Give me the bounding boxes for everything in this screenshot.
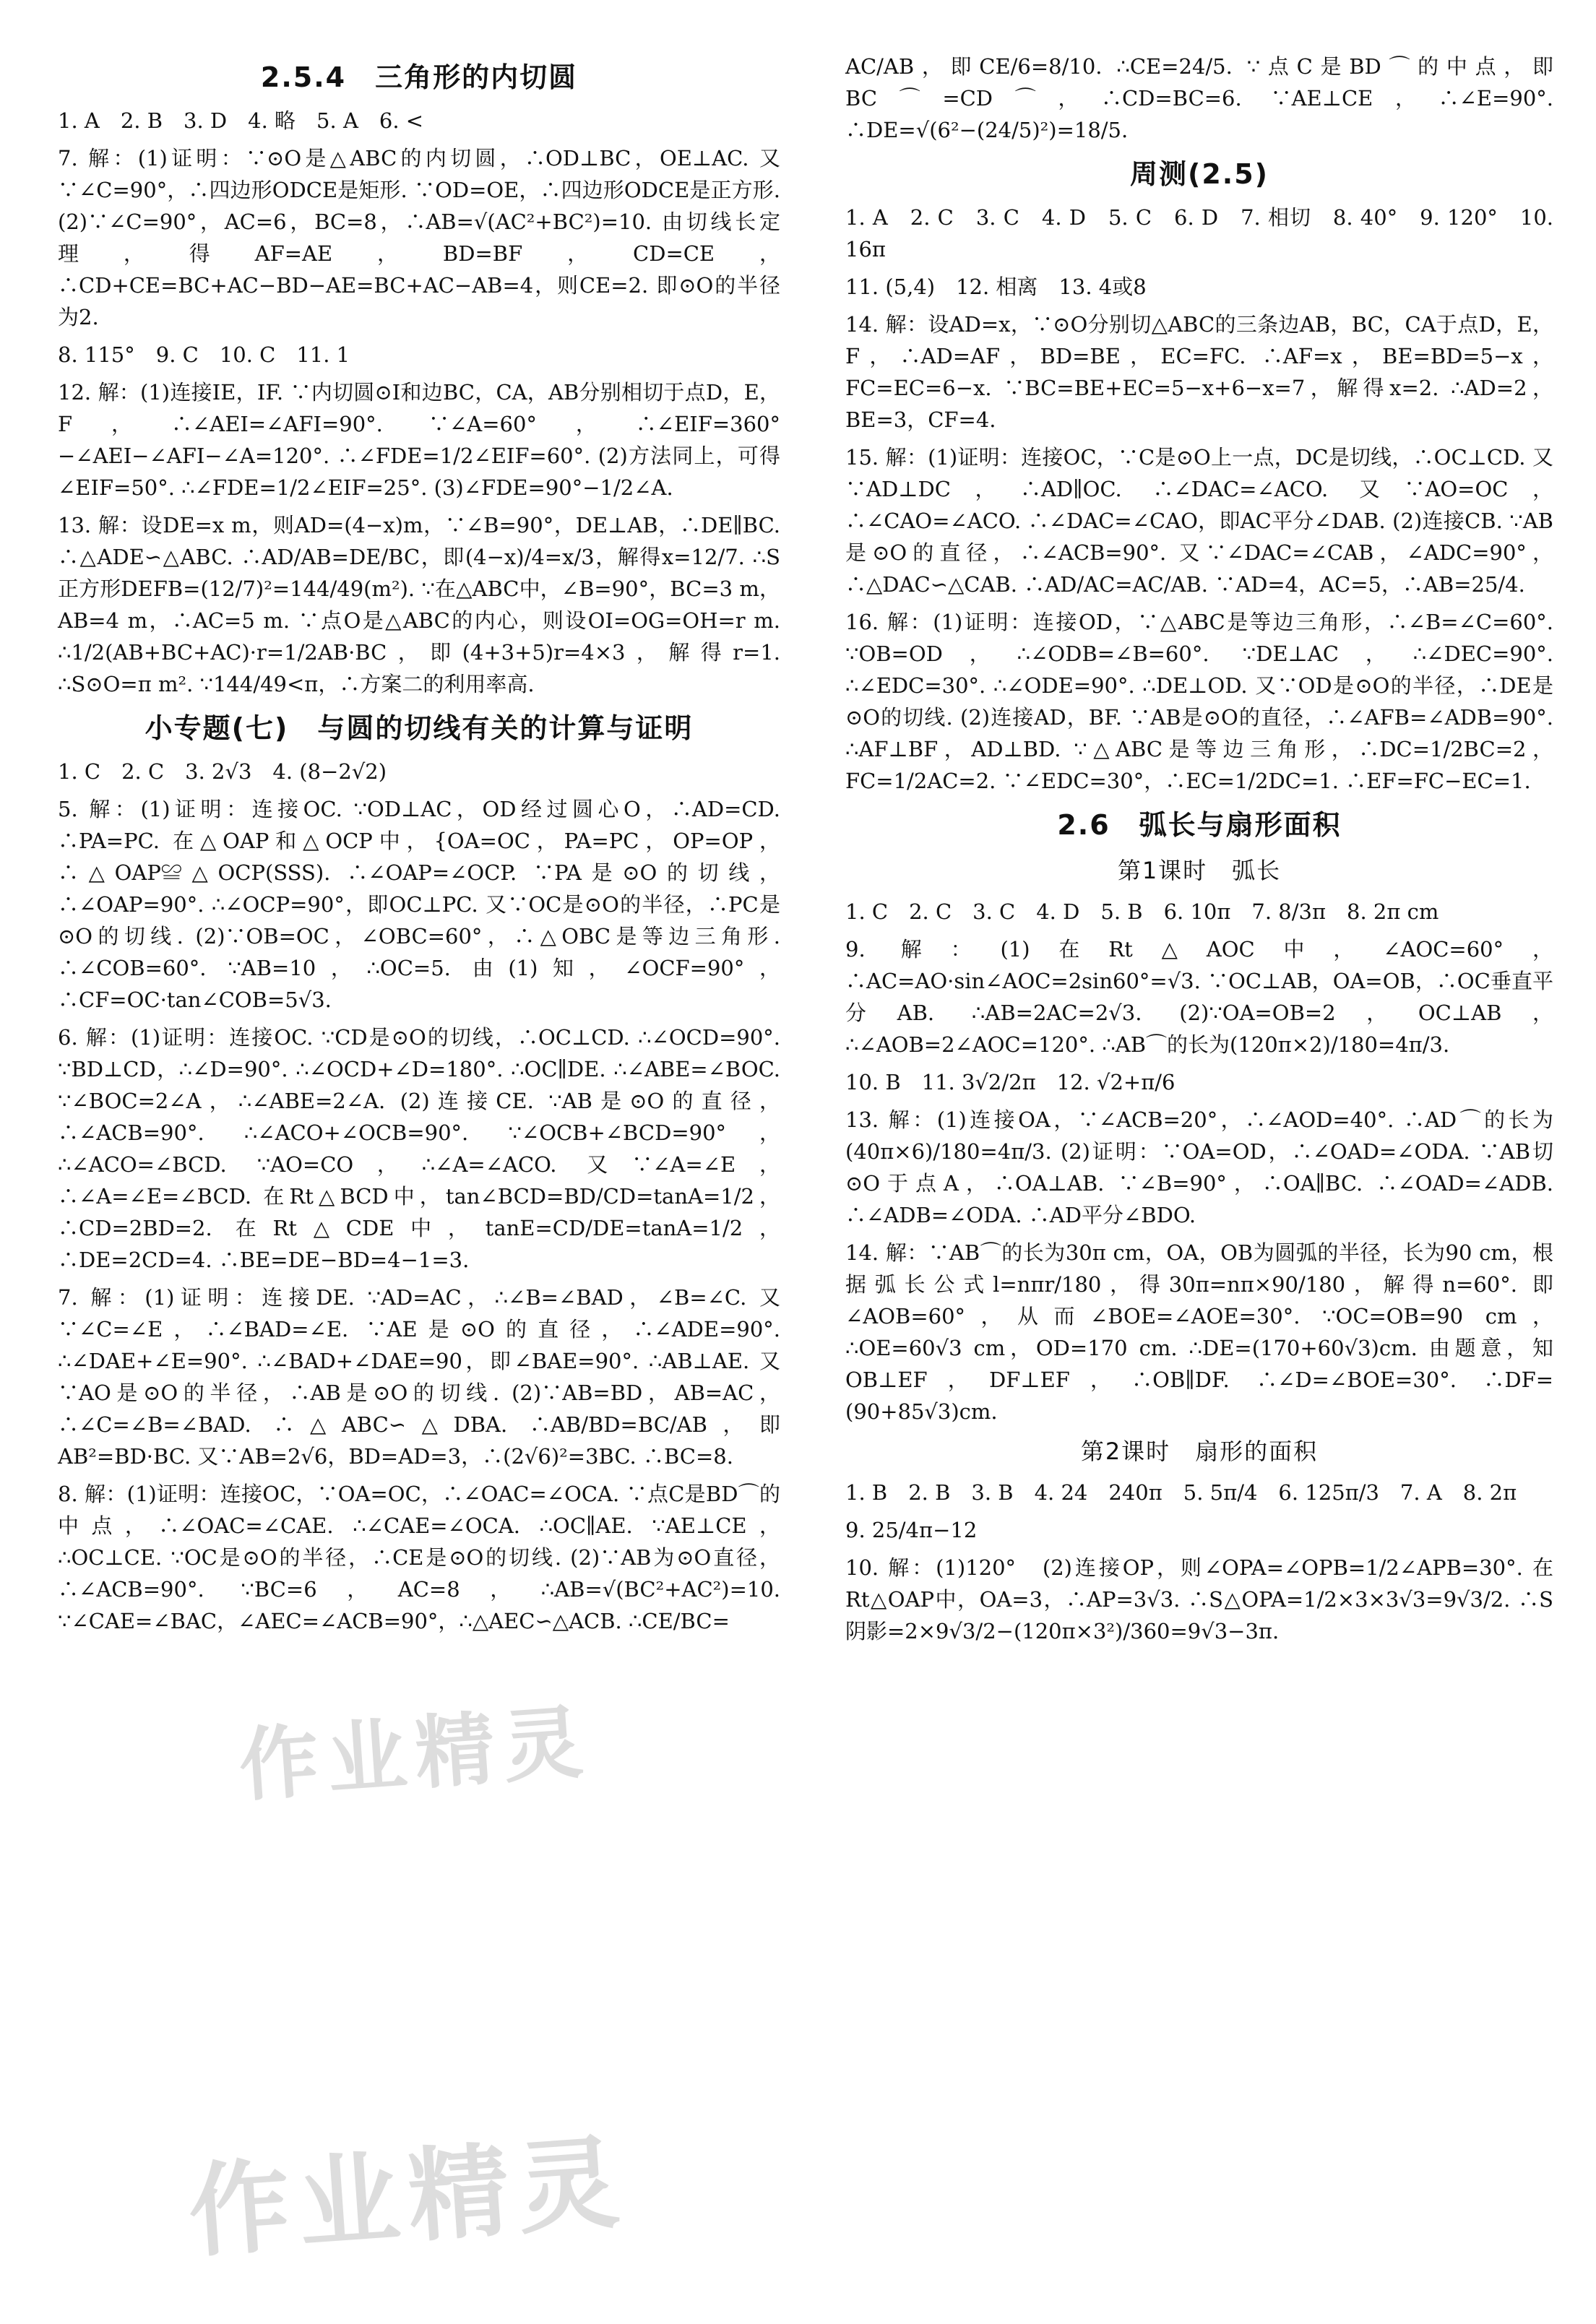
lesson-heading-1: 第1课时 弧长 xyxy=(1117,857,1282,884)
answer-line: 8. 解：(1)证明：连接OC，∵OA=OC，∴∠OAC=∠OCA. ∵点C是BD⌒的中点，∴∠OAC=∠CAE. ∴∠CAE=∠OCA. ∴OC∥AE. ∵AE⊥CE，∴OC⊥CE. ∵OC是⊙O的半径，∴CE是⊙O的切线. (2)∵AB为⊙O直径，∴∠ACB=90°. ∵BC=6，AC=8，∴AB=√(BC²+AC²)=10. ∵∠CAE=∠BAC，∠AEC=∠ACB=90°，∴△AEC∽△ACB. ∴CE/BC= xyxy=(58,1482,780,1633)
answer-line: 1. C 2. C 3. C 4. D 5. B 6. 10π 7. 8/3π 8. 2π cm xyxy=(845,899,1439,924)
answer-line: AC/AB，即CE/6=8/10. ∴CE=24/5. ∵点C是BD⌒的中点，即BC⌒=CD⌒，∴CD=BC=6. ∵AE⊥CE，∴∠E=90°. ∴DE=√(6²−(24/5)²)=18/5. xyxy=(845,54,1553,142)
answer-line: 7. 解：(1)证明：∵⊙O是△ABC的内切圆，∴OD⊥BC，OE⊥AC. 又∵∠C=90°，∴四边形ODCE是矩形. ∵OD=OE，∴四边形ODCE是正方形. (2)∵∠C=90°，AC=6，BC=8，∴AB=√(AC²+BC²)=10. 由切线长定理，得AF=AE，BD=BF，CD=CE，∴CD+CE=BC+AC−BD−AE=BC+AC−AB=4，则CE=2. 即⊙O的半径为2. xyxy=(58,146,780,329)
answer-line: 10. B 11. 3√2/2π 12. √2+π/6 xyxy=(845,1070,1176,1094)
answer-line: 1. C 2. C 3. 2√3 4. (8−2√2) xyxy=(58,759,387,784)
section-heading-2-5-4: 2.5.4 三角形的内切圆 xyxy=(260,61,578,93)
section-heading-2-6: 2.6 弧长与扇形面积 xyxy=(1057,809,1342,841)
answer-line: 10. 解：(1)120° (2)连接OP，则∠OPA=∠OPB=1/2∠APB=30°. 在Rt△OAP中，OA=3，∴AP=3√3. ∴S△OPA=1/2×3×3√3=9√3/2. ∴S阴影=2×9√3/2−(120π×3²)/360=9√3−3π. xyxy=(845,1555,1553,1643)
answer-line: 1. A 2. C 3. C 4. D 5. C 6. D 7. 相切 8. 40° 9. 120° 10. 16π xyxy=(845,205,1553,262)
answer-line: 6. 解：(1)证明：连接OC. ∵CD是⊙O的切线，∴OC⊥CD. ∴∠OCD=90°. ∵BD⊥CD，∴∠D=90°. ∴∠OCD+∠D=180°. ∴OC∥DE. ∴∠ABE=∠BOC. ∵∠BOC=2∠A，∴∠ABE=2∠A. (2)连接CE. ∵AB是⊙O的直径，∴∠ACB=90°. ∴∠ACO+∠OCB=90°. ∵∠OCB+∠BCD=90°，∴∠ACO=∠BCD. ∵AO=CO，∴∠A=∠ACO. 又∵∠A=∠E，∴∠A=∠E=∠BCD. 在Rt△BCD中，tan∠BCD=BD/CD=tanA=1/2，∴CD=2BD=2. 在Rt△CDE中，tanE=CD/DE=tanA=1/2，∴DE=2CD=4. ∴BE=DE−BD=4−1=3. xyxy=(58,1025,780,1272)
answer-line: 14. 解：∵AB⌒的长为30π cm，OA，OB为圆弧的半径，长为90 cm，根据弧长公式l=nπr/180，得30π=nπ×90/180，解得n=60°. 即∠AOB=60°，从而∠BOE=∠AOE=30°. ∵OC=OB=90 cm，∴OE=60√3 cm，OD=170 cm. ∴DE=(170+60√3)cm. 由题意，知OB⊥EF，DF⊥EF，∴OB∥DF. ∴∠D=∠BOE=30°. ∴DF=(90+85√3)cm. xyxy=(845,1240,1553,1424)
section-heading-special-topic-7: 小专题(七) 与圆的切线有关的计算与证明 xyxy=(144,712,694,744)
answer-line: 5. 解：(1)证明：连接OC. ∵OD⊥AC，OD经过圆心O，∴AD=CD. ∴PA=PC. 在△OAP和△OCP中，{OA=OC，PA=PC，OP=OP，∴△OAP≌△OCP(SSS). ∴∠OAP=∠OCP. ∵PA是⊙O的切线，∴∠OAP=90°. ∴∠OCP=90°，即OC⊥PC. 又∵OC是⊙O的半径，∴PC是⊙O的切线. (2)∵OB=OC，∠OBC=60°，∴△OBC是等边三角形. ∴∠COB=60°. ∵AB=10，∴OC=5. 由(1)知，∠OCF=90°，∴CF=OC·tan∠COB=5√3. xyxy=(58,797,780,1012)
right-column xyxy=(845,51,1553,1653)
left-column xyxy=(58,51,780,1643)
answer-line: 7. 解：(1)证明：连接DE. ∵AD=AC，∴∠B=∠BAD，∠B=∠C. 又∵∠C=∠E，∴∠BAD=∠E. ∵AE是⊙O的直径，∴∠ADE=90°. ∴∠DAE+∠E=90°. ∴∠BAD+∠DAE=90，即∠BAE=90°. ∴AB⊥AE. 又∵AO是⊙O的半径，∴AB是⊙O的切线. (2)∵AB=BD，AB=AC，∴∠C=∠B=∠BAD. ∴△ABC∽△DBA. ∴AB/BD=BC/AB，即AB²=BD·BC. 又∵AB=2√6，BD=AD=3，∴(2√6)²=3BC. ∴BC=8. xyxy=(58,1285,780,1469)
section-heading-weekly-test: 周测(2.5) xyxy=(1129,158,1269,190)
answer-line: 9. 25/4π−12 xyxy=(845,1518,978,1542)
answer-line: 1. A 2. B 3. D 4. 略 5. A 6. < xyxy=(58,108,424,133)
answer-line: 14. 解：设AD=x，∵⊙O分别切△ABC的三条边AB，BC，CA于点D，E，F，∴AD=AF，BD=BE，EC=FC. ∴AF=x，BE=BD=5−x，FC=EC=6−x. ∵BC=BE+EC=5−x+6−x=7，解得x=2. ∴AD=2，BE=3，CF=4. xyxy=(845,312,1553,432)
lesson-heading-2: 第2课时 扇形的面积 xyxy=(1080,1438,1319,1465)
answer-line: 9. 解：(1)在Rt△AOC中，∠AOC=60°，∴AC=AO·sin∠AOC=2sin60°=√3. ∵OC⊥AB，OA=OB，∴OC垂直平分AB. ∴AB=2AC=2√3. (2)∵OA=OB=2，OC⊥AB，∴∠AOB=2∠AOC=120°. ∴AB⌒的长为(120π×2)/180=4π/3. xyxy=(845,937,1553,1057)
answer-line: 12. 解：(1)连接IE，IF. ∵内切圆⊙I和边BC，CA，AB分别相切于点D，E，F，∴∠AEI=∠AFI=90°. ∵∠A=60°，∴∠EIF=360°−∠AEI−∠AFI−∠A=120°. ∴∠FDE=1/2∠EIF=60°. (2)方法同上，可得∠EIF=50°. ∴∠FDE=1/2∠EIF=25°. (3)∠FDE=90°−1/2∠A. xyxy=(58,380,780,500)
answer-line: 1. B 2. B 3. B 4. 24 240π 5. 5π/4 6. 125π/3 7. A 8. 2π xyxy=(845,1480,1517,1505)
answer-line: 11. (5,4) 12. 相离 13. 4或8 xyxy=(845,275,1147,299)
answer-line: 8. 115° 9. C 10. C 11. 1 xyxy=(58,342,350,367)
answer-line: 15. 解：(1)证明：连接OC，∵C是⊙O上一点，DC是切线，∴OC⊥CD. 又∵AD⊥DC，∴AD∥OC. ∴∠DAC=∠ACO. 又∵AO=OC，∴∠CAO=∠ACO. ∴∠DAC=∠CAO，即AC平分∠DAB. (2)连接CB. ∵AB是⊙O的直径，∴∠ACB=90°. 又∵∠DAC=∠CAB，∠ADC=90°，∴△DAC∽△CAB. ∴AD/AC=AC/AB. ∵AD=4，AC=5，∴AB=25/4. xyxy=(845,445,1553,597)
answer-line: 13. 解：设DE=x m，则AD=(4−x)m，∵∠B=90°，DE⊥AB，∴DE∥BC. ∴△ADE∽△ABC. ∴AD/AB=DE/BC，即(4−x)/4=x/3，解得x=12/7. ∴S正方形DEFB=(12/7)²=144/49(m²). ∵在△ABC中，∠B=90°，BC=3 m，AB=4 m，∴AC=5 m. ∵点O是△ABC的内心，则设OI=OG=OH=r m. ∴1/2(AB+BC+AC)·r=1/2AB·BC，即(4+3+5)r=4×3，解得r=1. ∴S⊙O=π m². ∵144/49<π，∴方案二的利用率高. xyxy=(58,513,780,696)
watermark: 作业精灵 xyxy=(236,1696,595,1813)
answer-line: 13. 解：(1)连接OA，∵∠ACB=20°，∴∠AOD=40°. ∴AD⌒的长为(40π×6)/180=4π/3. (2)证明：∵OA=OD，∴∠OAD=∠ODA. ∵AB切⊙O于点A，∴OA⊥AB. ∵∠B=90°，∴OA∥BC. ∴∠OAD=∠ADB. ∴∠ADB=∠ODA. ∴AD平分∠BDO. xyxy=(845,1107,1553,1227)
watermark: 作业精灵 xyxy=(184,2123,631,2272)
answer-line: 16. 解：(1)证明：连接OD，∵△ABC是等边三角形，∴∠B=∠C=60°. ∵OB=OD，∴∠ODB=∠B=60°. ∵DE⊥AC，∴∠DEC=90°. ∴∠EDC=30°. ∴∠ODE=90°. ∴DE⊥OD. 又∵OD是⊙O的半径，∴DE是⊙O的切线. (2)连接AD，BF. ∵AB是⊙O的直径，∴∠AFB=∠ADB=90°. ∴AF⊥BF，AD⊥BD. ∵△ABC是等边三角形，∴DC=1/2BC=2，FC=1/2AC=2. ∵∠EDC=30°，∴EC=1/2DC=1. ∴EF=FC−EC=1. xyxy=(845,610,1553,793)
